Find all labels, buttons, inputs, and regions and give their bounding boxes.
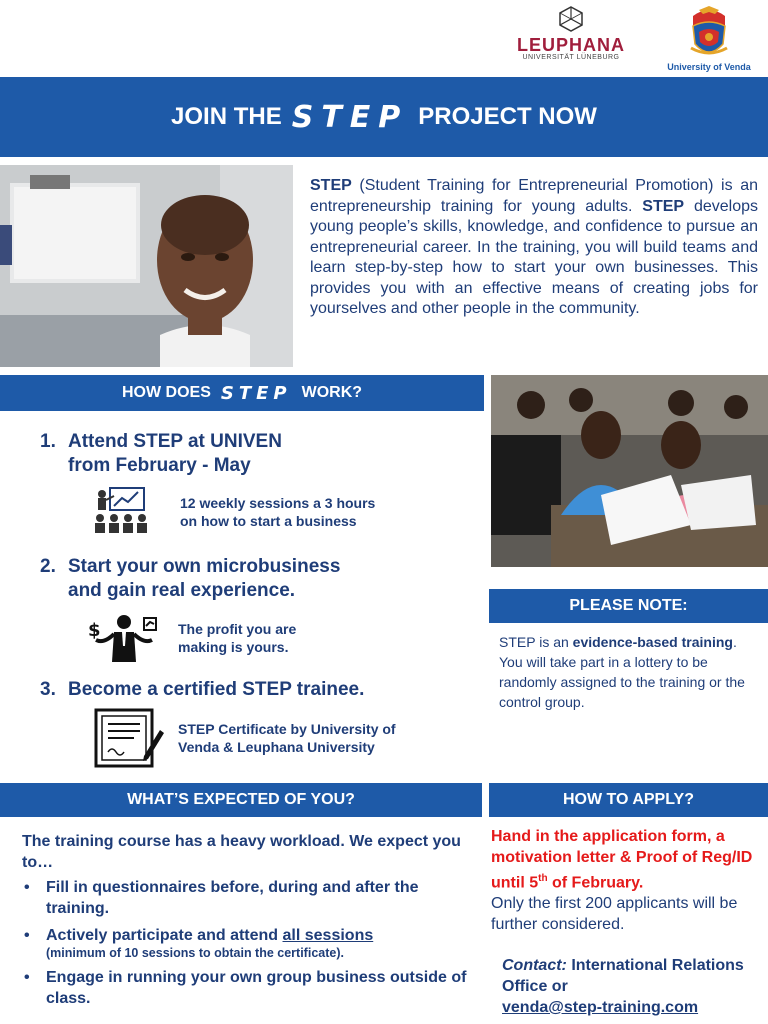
title-step-word: STEP	[291, 99, 409, 135]
contact-label: Contact:	[502, 957, 567, 974]
list-item: • Actively participate and attend all sessions (minimum of 10 sessions to obtain the certificate).	[24, 927, 374, 960]
venda-name: University of Venda	[667, 62, 751, 72]
how-banner	[0, 375, 484, 411]
expectations-list	[22, 877, 478, 1009]
step-1-detail: 12 weekly sessions a 3 hours on how to start a business	[180, 495, 376, 529]
step-2-detail: The profit you are making is yours.	[178, 621, 297, 655]
intro-paragraph	[310, 176, 758, 320]
step-2-line2: and gain real experience.	[68, 580, 296, 601]
classroom-photo	[491, 375, 768, 567]
intro-text-1: (Student Training for Entrepreneurial Promotion) is an entrepreneurship training for young adults.	[310, 177, 758, 215]
step-1-line1: Attend STEP at UNIVEN	[68, 431, 282, 452]
intro-step-2: STEP	[642, 197, 685, 215]
contact-email-link[interactable]: venda@step-training.com	[502, 999, 699, 1016]
contact-info	[502, 955, 764, 1018]
presentation-icon	[92, 486, 148, 536]
how-step-word: STEP	[220, 382, 292, 404]
expectations-banner: WHAT’S EXPECTED OF YOU?	[0, 783, 482, 817]
all-sessions-underline: all sessions	[282, 927, 374, 944]
applicant-limit: Only the first 200 applicants will be further considered.	[491, 895, 738, 934]
intro-text-2: develops young people’s skills, knowledge, and confidence to pursue an entrepreneurial career. In the training, you will build teams and learn step-by-step how to start your own businesses. This provides you with an effective means of creating jobs for yourselves and other people in the community.	[310, 197, 758, 317]
businessman-profit-icon	[88, 612, 160, 664]
leuphana-logo	[496, 6, 646, 68]
contact-office: International Relations Office or	[502, 957, 744, 995]
list-item: • Fill in questionnaires before, during and after the training.	[24, 879, 419, 917]
svg-text:$: $	[88, 620, 101, 641]
expectations-section	[22, 831, 478, 1015]
how-to-apply-banner: HOW TO APPLY?	[489, 783, 768, 817]
leuphana-name: LEUPHANA	[516, 35, 625, 55]
title-prefix: JOIN THE	[171, 103, 282, 130]
how-prefix: HOW DOES	[121, 384, 211, 401]
how-suffix: WORK?	[301, 384, 363, 401]
evidence-based-bold: evidence-based training	[572, 634, 733, 650]
venda-seal-icon	[685, 4, 733, 60]
leuphana-subtitle: UNIVERSITÄT LÜNEBURG	[522, 54, 620, 61]
list-item: • Engage in running your own group business outside of class.	[24, 969, 467, 1007]
trainer-photo	[0, 165, 293, 367]
step-2-line1: Start your own microbusiness	[68, 556, 341, 577]
title-suffix: PROJECT NOW	[418, 103, 597, 130]
step-3-heading: 3. Become a certified STEP trainee.	[40, 679, 365, 700]
venda-logo	[650, 4, 768, 76]
step-2-heading: 2. Start your own microbusiness and gain real experience.	[40, 556, 341, 601]
step-1-line2: from February - May	[68, 455, 251, 476]
certificate-icon	[94, 708, 166, 768]
please-note-text: STEP is an evidence-based training. You will take part in a lottery to be randomly assigned to the training or the control group.	[499, 634, 745, 710]
intro-step-1: STEP	[310, 177, 352, 194]
how-to-apply-section	[491, 826, 768, 935]
leuphana-hexagon-icon	[558, 6, 584, 32]
step-3-detail: STEP Certificate by University of Venda & Leuphana University	[178, 721, 396, 755]
step-1-heading: 1. Attend STEP at UNIVEN from February - May	[40, 431, 282, 476]
application-deadline: Hand in the application form, a motivation letter & Proof of Reg/ID until 5th of February.	[491, 828, 753, 892]
expectations-intro: The training course has a heavy workload. We expect you to…	[22, 833, 461, 871]
title-banner	[0, 77, 768, 157]
please-note-banner: PLEASE NOTE:	[489, 589, 768, 623]
step-3-line1: Become a certified STEP trainee.	[68, 679, 365, 700]
